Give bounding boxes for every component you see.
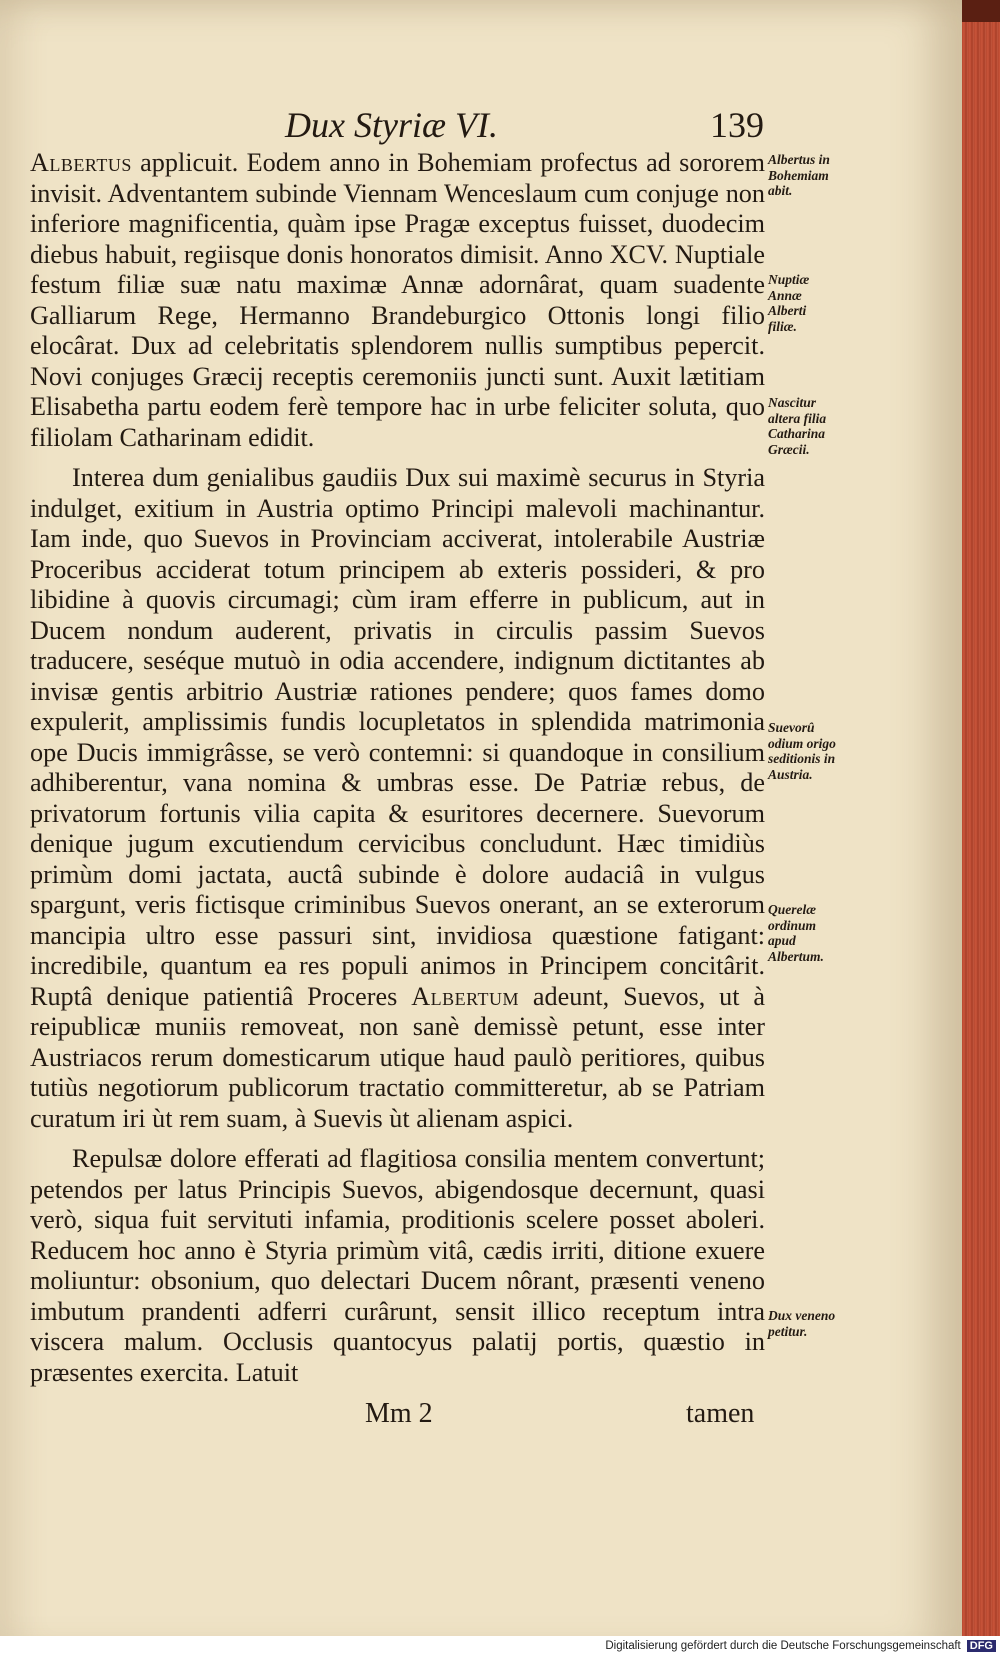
marginal-note: Querelæ ordinum apud Albertum. bbox=[768, 902, 824, 964]
catchword: tamen bbox=[686, 1398, 755, 1429]
signature-mark: Mm 2 bbox=[365, 1398, 433, 1429]
digitization-footer bbox=[0, 1636, 1000, 1658]
marginal-note: Nascitur altera filia Catharina Græcii. bbox=[768, 395, 827, 457]
paragraph-text: applicuit. Eodem anno in Bohemiam profectus ad sororem invisit. Adventantem subinde Viennam Wenceslaum cum conjuge non inferiore magnificentia, quàm ipse Pragæ exceptus fuisset, duodecim diebus habuit, regiisque donis honoratos dimisit. Anno XCV. Nuptiale festum filiæ suæ natu maximæ Annæ adornârat, quam suadente Galliarum Rege, Hermanno Brandeburgico Ottonis longi filio elocârat. Dux ad celebritatis splendorem nullis sumptibus pepercit. Novi conjuges Græcij receptis ceremoniis juncti sunt. Auxit lætitiam Elisabetha partu eodem ferè tempore hac in urbe feliciter soluta, quo filiolam Catharinam edidit. bbox=[30, 148, 765, 452]
paragraph-text-continued: adeunt, Suevos, ut à reipublicæ muniis removeat, non sanè demissè petunt, esse inter Austriacos rerum domesticarum utique haud paulò peritiores, quibus tutiùs negotiorum publicorum tractatio committeretur, ab se Patriam curatum iri ùt rem suam, à Suevis ùt alienam aspici. bbox=[30, 981, 765, 1133]
marginal-note: Nuptiæ Annæ Alberti filiæ. bbox=[768, 272, 810, 334]
page-number: 139 bbox=[710, 105, 764, 145]
paragraph-3 bbox=[30, 1144, 765, 1388]
dfg-logo: DFG bbox=[967, 1640, 996, 1652]
page-edge-shadow bbox=[962, 0, 1000, 22]
paragraph-text: Interea dum genialibus gaudiis Dux sui maximè securus in Styria indulget, exitium in Austria optimo Principi malevoli machinantur. Iam inde, quo Suevos in Provinciam acciverat, intolerabile Austriæ Proceribus acciderat totum principem ab exteris possideri, & pro libidine à quovis circumagi; cùm iram efferre in publicum, aut in Ducem nondum auderent, privatis in circulis passim Suevos traducere, seséque mutuò in odia accendere, indignum dictitantes ab invisæ gentis arbitrio Austriæ rationes pendere; quos fames domo expulerit, amplissimis fundis locupletatos in splendida matrimonia ope Ducis immigrâsse, se verò contemni: si quandoque in consilium adhiberentur, vana nomina & umbras esse. De Patriæ rebus, de privatorum fortunis vilia capita & esuritores decernere. Suevorum denique jugum excutiendum cervicibus concludunt. Hæc timidiùs primùm domi jactata, auctâ subinde è dolore audaciâ in vulgus spargunt, veris fictisque criminibus Suevos onerant, an se exterorum mancipia ultro esse passuri sint, invidiosa quæstione fatigant: incredibile, quantum ea res populi animos in Principem concitârit. Ruptâ denique patientiâ Proceres bbox=[30, 463, 765, 1011]
marginal-note: Albertus in Bohemiam abit. bbox=[768, 152, 830, 198]
running-title: Dux Styriæ VI. bbox=[285, 105, 498, 145]
smallcaps-name: Albertum bbox=[411, 981, 520, 1011]
paragraph-text: Repulsæ dolore efferati ad flagitiosa consilia mentem convertunt; petendos per latus Principis Suevos, abigendosque decernunt, quasi verò, siqua fuit servituti infamia, proditionis scelere posset aboleri. Reducem hoc anno è Styria primùm vitâ, cædis irriti, ditione exuere moliuntur: obsonium, quo delectari Ducem nôrant, præsenti veneno imbutum prandenti adferri curârunt, sensit illico receptum intra viscera malum. Occlusis quantocyus palatij portis, quæstio in præsentes exercita. Latuit bbox=[30, 1144, 765, 1387]
footer-credit: Digitalisierung gefördert durch die Deutsche Forschungsgemeinschaft bbox=[605, 1640, 961, 1652]
marginal-note: Suevorû odium origo seditionis in Austria. bbox=[768, 720, 836, 782]
paragraph-2 bbox=[30, 463, 765, 1134]
marginal-note: Dux veneno petitur. bbox=[768, 1308, 836, 1339]
page-edge-red bbox=[962, 0, 1000, 1658]
smallcaps-name: Albertus bbox=[30, 148, 132, 177]
body-text bbox=[30, 148, 765, 1388]
paragraph-1 bbox=[30, 148, 765, 453]
